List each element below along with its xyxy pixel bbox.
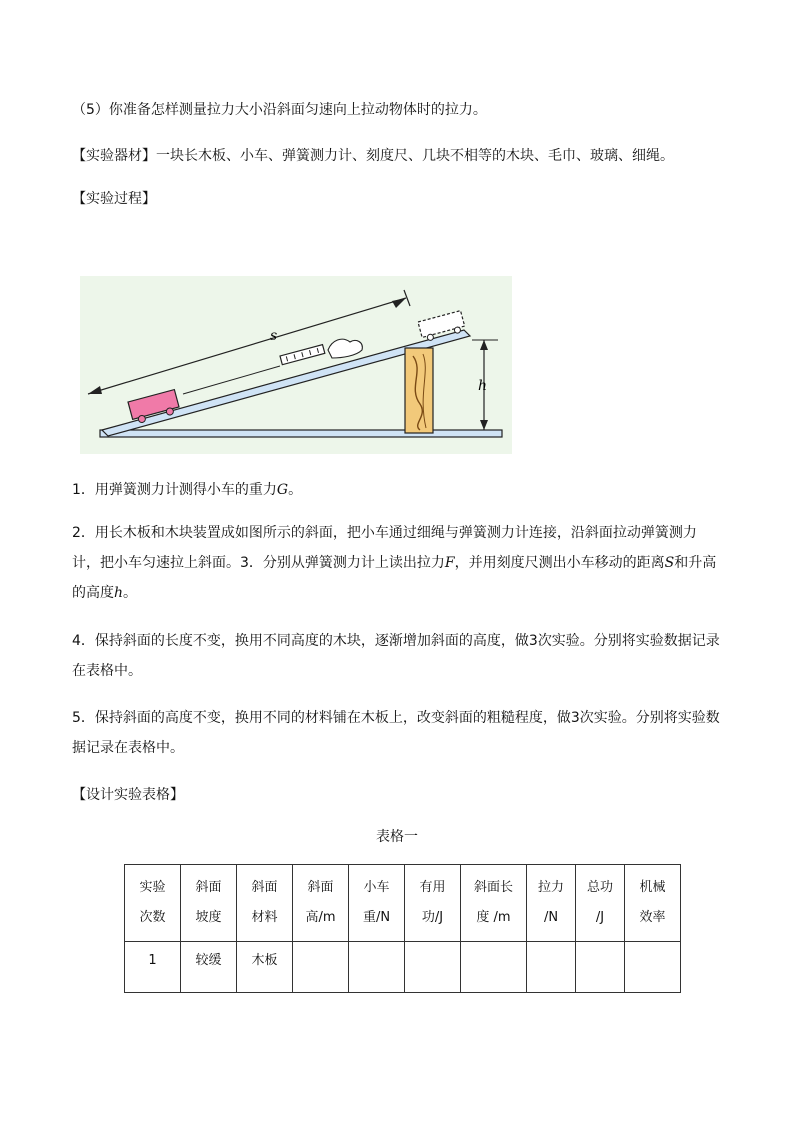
step-2-3: 2．用长木板和木块装置成如图所示的斜面，把小车通过细绳与弹簧测力计连接，沿斜面拉动弹簧测力计，把小车匀速拉上斜面。3．分别从弹簧测力计上读出拉力F，并用刻度尺测出小车移动的距离S和升高的高度h。 (72, 525, 717, 601)
step-5: 5．保持斜面的高度不变，换用不同的材料铺在木板上，改变斜面的粗糙程度，做3次实验。分别将实验数据记录在表格中。 (72, 710, 720, 756)
table-cell (405, 942, 461, 993)
incline-experiment-figure (80, 276, 512, 454)
table-row (125, 942, 681, 993)
table-cell (625, 942, 681, 993)
table-cell: 1 (125, 942, 181, 993)
table-header-cell: 斜面 高/m (293, 865, 349, 942)
table-header-cell: 有用 功/J (405, 865, 461, 942)
table-header-cell: 实验 次数 (125, 865, 181, 942)
table-cell: 木板 (237, 942, 293, 993)
table-header-cell: 机械 效率 (625, 865, 681, 942)
table-header-cell: 斜面 材料 (237, 865, 293, 942)
experiment-table (124, 864, 681, 993)
table-heading: 【设计实验表格】 (72, 787, 184, 803)
table-header-cell: 斜面长 度 /m (461, 865, 527, 942)
label-s: s (270, 328, 278, 344)
table-header-cell: 拉力 /N (527, 865, 576, 942)
table-cell (293, 942, 349, 993)
step-1: 1．用弹簧测力计测得小车的重力G。 (72, 482, 303, 498)
table-header-cell: 斜面 坡度 (181, 865, 237, 942)
step-4: 4．保持斜面的长度不变，换用不同高度的木块，逐渐增加斜面的高度，做3次实验。分别将实验数据记录在表格中。 (72, 633, 720, 679)
question-5: （5）你准备怎样测量拉力大小沿斜面匀速向上拉动物体时的拉力。 (72, 102, 487, 118)
table-header-cell: 总功 /J (576, 865, 625, 942)
table-cell (349, 942, 405, 993)
process-heading: 【实验过程】 (72, 191, 156, 207)
table-cell (527, 942, 576, 993)
table-caption: 表格一 (376, 829, 418, 845)
label-h: h (478, 378, 488, 394)
table-cell (576, 942, 625, 993)
equipment-paragraph: 【实验器材】一块长木板、小车、弹簧测力计、刻度尺、几块不相等的木块、毛巾、玻璃、细绳。 (72, 148, 674, 164)
table-cell: 较缓 (181, 942, 237, 993)
table-header-cell: 小车 重/N (349, 865, 405, 942)
table-cell (461, 942, 527, 993)
table-header-row (125, 865, 681, 942)
